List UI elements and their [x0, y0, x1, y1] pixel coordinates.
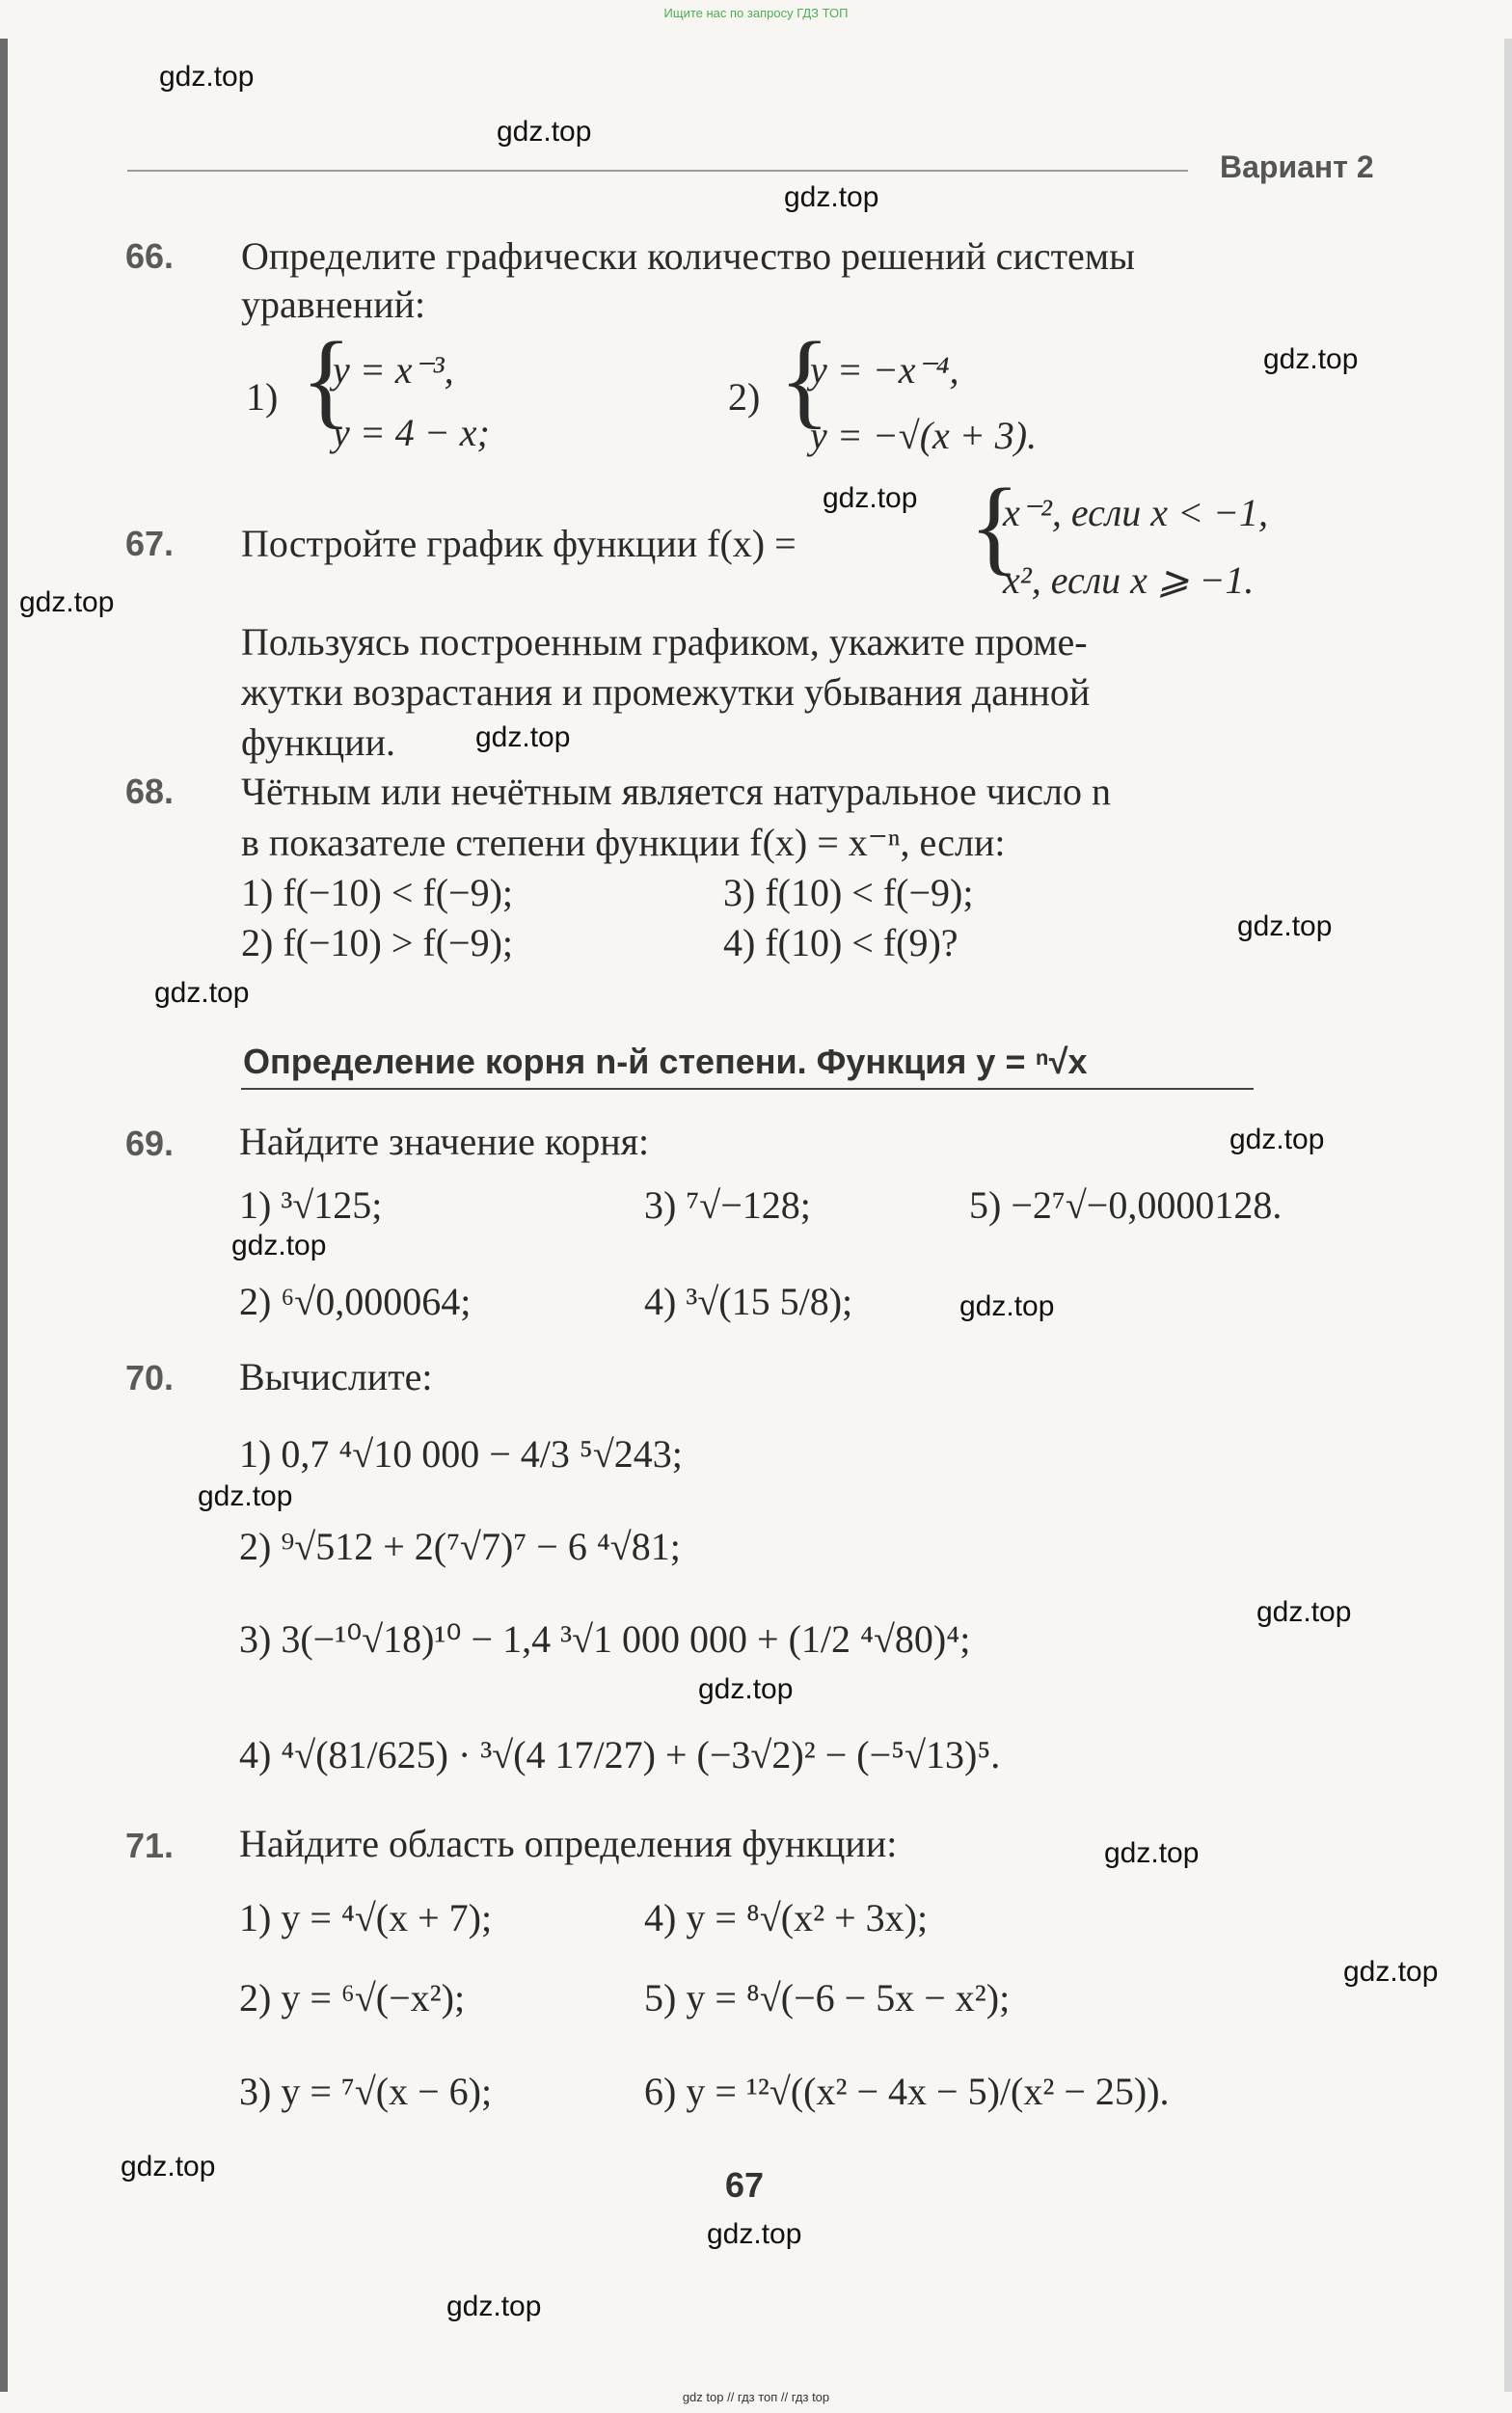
watermark[interactable]: gdz.top: [1263, 343, 1359, 375]
problem-71-opt3: 3) y = ⁷√(x − 6);: [239, 2070, 493, 2113]
brace-66-2: {: [779, 320, 830, 438]
problem-71-opt2: 2) y = ⁶√(−x²);: [239, 1976, 466, 2020]
watermark[interactable]: gdz.top: [446, 2291, 542, 2322]
problem-67-number: 67.: [125, 524, 175, 563]
section-title: Определение корня n-й степени. Функция y = ⁿ√x: [243, 1042, 1088, 1081]
problem-69-line1: Найдите значение корня:: [239, 1120, 650, 1163]
watermark[interactable]: gdz.top: [707, 2218, 802, 2250]
problem-67-case2: x², если x ⩾ −1.: [1003, 558, 1255, 602]
problem-68-line1: Чётным или нечётным является натуральное число n: [241, 770, 1111, 813]
problem-68-opt4: 4) f(10) < f(9)?: [723, 921, 958, 964]
section-rule: [241, 1088, 1254, 1090]
brace-66-1: {: [301, 320, 352, 438]
problem-68-number: 68.: [125, 772, 175, 811]
problem-66-opt2-label: 2): [728, 375, 761, 419]
problem-66-opt1-label: 1): [246, 375, 279, 419]
bottom-banner[interactable]: gdz top // гдз топ // гдз top: [682, 2390, 830, 2404]
watermark[interactable]: gdz.top: [959, 1290, 1055, 1322]
header-rule: [127, 170, 1188, 172]
problem-69-opt3: 3) ⁷√−128;: [644, 1183, 811, 1227]
problem-70-opt4: 4) ⁴√(81/625) · ³√(4 17/27) + (−3√2)² − (−⁵√13)⁵.: [239, 1733, 1001, 1776]
problem-70-opt3: 3) 3(−¹⁰√18)¹⁰ − 1,4 ³√1 000 000 + (1/2 ⁴√80)⁴;: [239, 1617, 971, 1661]
problem-70-opt1: 1) 0,7 ⁴√10 000 − 4/3 ⁵√243;: [239, 1432, 683, 1476]
watermark[interactable]: gdz.top: [698, 1673, 794, 1705]
problem-70-number: 70.: [125, 1358, 175, 1397]
problem-66-line1: Определите графически количество решений системы: [241, 234, 1135, 278]
problem-66-line2: уравнений:: [241, 283, 426, 326]
watermark[interactable]: gdz.top: [497, 116, 592, 148]
watermark[interactable]: gdz.top: [19, 586, 115, 618]
variant-label: Вариант 2: [1220, 149, 1374, 184]
problem-71-opt4: 4) y = ⁸√(x² + 3x);: [644, 1896, 929, 1939]
problem-68-line2: в показателе степени функции f(x) = x⁻ⁿ, если:: [241, 821, 1006, 864]
problem-71-number: 71.: [125, 1826, 175, 1865]
watermark[interactable]: gdz.top: [784, 181, 879, 213]
watermark[interactable]: gdz.top: [823, 482, 918, 514]
problem-67-line1: Постройте график функции f(x) =: [241, 522, 796, 565]
problem-66-opt2-eq1: y = −x⁻⁴,: [810, 348, 959, 392]
page-number: 67: [725, 2165, 765, 2205]
page-left-edge: [0, 39, 8, 2392]
problem-69-number: 69.: [125, 1124, 175, 1163]
problem-71-opt5: 5) y = ⁸√(−6 − 5x − x²);: [644, 1976, 1011, 2020]
problem-69-opt4: 4) ³√(15 5/8);: [644, 1280, 853, 1323]
watermark[interactable]: gdz.top: [154, 977, 250, 1009]
problem-67-line4: функции.: [241, 720, 395, 764]
problem-71-opt1: 1) y = ⁴√(x + 7);: [239, 1896, 493, 1939]
watermark[interactable]: gdz.top: [198, 1480, 293, 1512]
problem-71-line1: Найдите область определения функции:: [239, 1822, 898, 1865]
problem-70-opt2: 2) ⁹√512 + 2(⁷√7)⁷ − 6 ⁴√81;: [239, 1525, 681, 1568]
problem-69-opt2: 2) ⁶√0,000064;: [239, 1280, 472, 1323]
problem-66-opt1-eq2: y = 4 − x;: [333, 411, 490, 454]
problem-68-opt1: 1) f(−10) < f(−9);: [241, 871, 514, 914]
problem-68-opt3: 3) f(10) < f(−9);: [723, 871, 974, 914]
watermark[interactable]: gdz.top: [231, 1230, 327, 1261]
problem-69-opt1: 1) ³√125;: [239, 1183, 383, 1227]
problem-66-number: 66.: [125, 236, 175, 276]
problem-66-opt1-eq1: y = x⁻³,: [333, 348, 454, 392]
watermark[interactable]: gdz.top: [1256, 1596, 1352, 1628]
problem-71-opt6: 6) y = ¹²√((x² − 4x − 5)/(x² − 25)).: [644, 2070, 1170, 2113]
problem-68-opt2: 2) f(−10) > f(−9);: [241, 921, 514, 964]
problem-67-line3: жутки возрастания и промежутки убывания данной: [241, 670, 1091, 714]
problem-67-line2: Пользуясь построенным графиком, укажите проме-: [241, 620, 1088, 664]
watermark[interactable]: gdz.top: [1104, 1837, 1200, 1869]
watermark[interactable]: gdz.top: [1229, 1124, 1325, 1155]
watermark[interactable]: gdz.top: [1237, 910, 1333, 942]
watermark[interactable]: gdz.top: [121, 2151, 216, 2183]
page-right-edge: [1504, 39, 1512, 2392]
watermark[interactable]: gdz.top: [475, 721, 571, 753]
problem-69-opt5: 5) −2⁷√−0,0000128.: [969, 1183, 1282, 1227]
watermark[interactable]: gdz.top: [159, 61, 255, 93]
brace-67: {: [969, 467, 1020, 584]
problem-67-case1: x⁻², если x < −1,: [1003, 491, 1269, 534]
watermark[interactable]: gdz.top: [1343, 1956, 1439, 1988]
problem-70-line1: Вычислите:: [239, 1355, 433, 1398]
top-banner[interactable]: Ищите нас по запросу ГДЗ ТОП: [663, 6, 849, 20]
problem-66-opt2-eq2: y = −√(x + 3).: [810, 414, 1038, 457]
